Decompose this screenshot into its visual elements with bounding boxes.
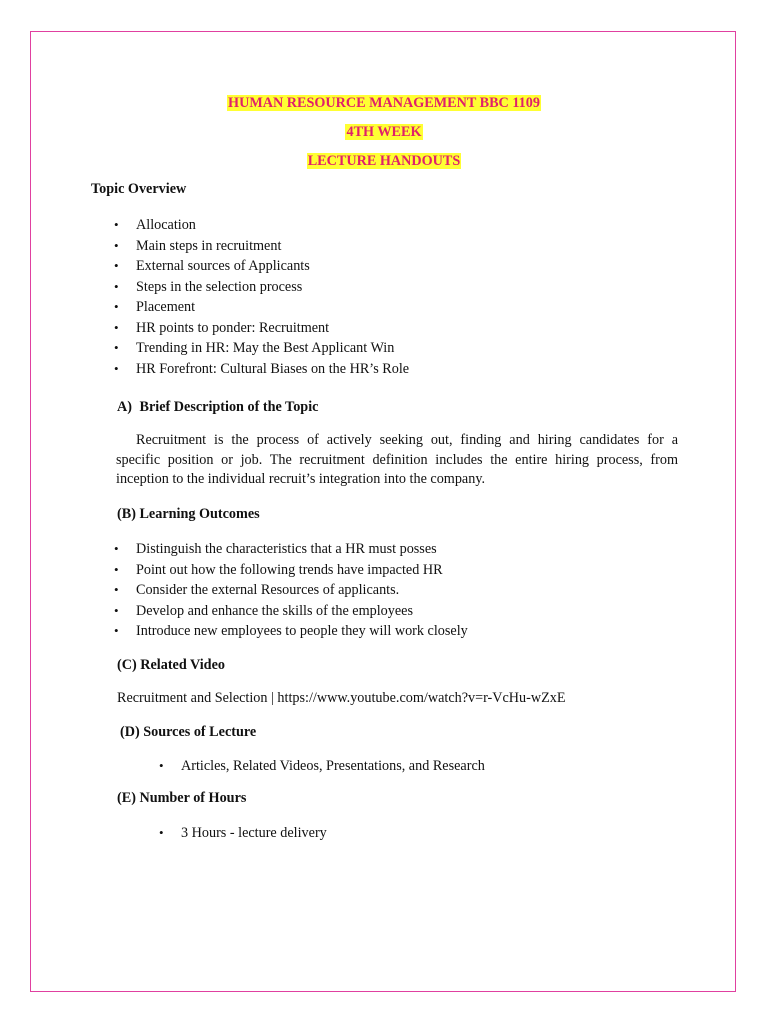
section-e-heading: (E) Number of Hours	[117, 790, 247, 806]
section-a-heading	[117, 399, 318, 416]
list-item: • 3 Hours - lecture delivery	[181, 823, 327, 844]
bullet-icon: •	[114, 582, 119, 597]
list-item: • Steps in the selection process	[136, 277, 409, 298]
section-a-title: Brief Description of the Topic	[139, 399, 319, 415]
list-item: • HR points to ponder: Recruitment	[136, 318, 409, 339]
list-item: • Trending in HR: May the Best Applicant Win	[136, 338, 409, 359]
list-item: • Develop and enhance the skills of the employees	[136, 601, 468, 622]
topic-overview-list	[114, 215, 410, 379]
topic-overview-heading: Topic Overview	[91, 181, 187, 197]
hours-list	[159, 823, 327, 844]
list-item: • Introduce new employees to people they will work closely	[136, 621, 468, 642]
description-line-2: specific position or job. The recruitment definition includes the entire hiring process, from	[116, 452, 678, 468]
list-item: • HR Forefront: Cultural Biases on the HR’s Role	[136, 359, 409, 380]
course-title	[0, 94, 768, 112]
section-b-heading: (B) Learning Outcomes	[117, 506, 260, 522]
bullet-icon: •	[114, 340, 119, 355]
list-item: • Placement	[136, 297, 409, 318]
bullet-icon: •	[159, 825, 164, 840]
bullet-icon: •	[114, 258, 119, 273]
bullet-icon: •	[114, 237, 119, 253]
week-title	[0, 123, 768, 141]
bullet-icon: •	[114, 278, 119, 294]
course-title-text: HUMAN RESOURCE MANAGEMENT BBC 1109	[228, 95, 540, 111]
section-c-heading: (C) Related Video	[117, 657, 225, 673]
bullet-icon: •	[114, 623, 119, 638]
bullet-icon: •	[114, 360, 119, 376]
section-d-heading: (D) Sources of Lecture	[120, 724, 257, 740]
list-item: • Consider the external Resources of applicants.	[136, 580, 468, 601]
section-a-marker: A)	[117, 399, 132, 415]
doc-type-title-text: LECTURE HANDOUTS	[307, 153, 461, 169]
learning-outcomes-list	[114, 539, 468, 642]
bullet-icon: •	[114, 541, 119, 556]
bullet-icon: •	[159, 758, 164, 773]
related-video-link[interactable]: Recruitment and Selection | https://www.youtube.com/watch?v=r-VcHu-wZxE	[117, 690, 566, 706]
bullet-icon: •	[114, 602, 119, 618]
bullet-icon: •	[114, 299, 119, 314]
description-line-3: inception to the individual recruit’s integration into the company.	[116, 471, 486, 487]
description-line-1: Recruitment is the process of actively seeking out, finding and hiring candidates for a	[136, 432, 678, 448]
list-item: • External sources of Applicants	[136, 256, 409, 277]
list-item: • Allocation	[136, 215, 409, 236]
bullet-icon: •	[114, 561, 119, 577]
bullet-icon: •	[114, 319, 119, 335]
list-item: • Point out how the following trends have impacted HR	[136, 560, 468, 581]
list-item: • Articles, Related Videos, Presentations, and Research	[181, 756, 485, 777]
sources-list	[159, 756, 485, 777]
week-title-text: 4TH WEEK	[346, 124, 422, 140]
list-item: • Main steps in recruitment	[136, 236, 409, 257]
list-item: • Distinguish the characteristics that a HR must posses	[136, 539, 468, 560]
doc-type-title	[0, 152, 768, 170]
bullet-icon: •	[114, 217, 119, 232]
